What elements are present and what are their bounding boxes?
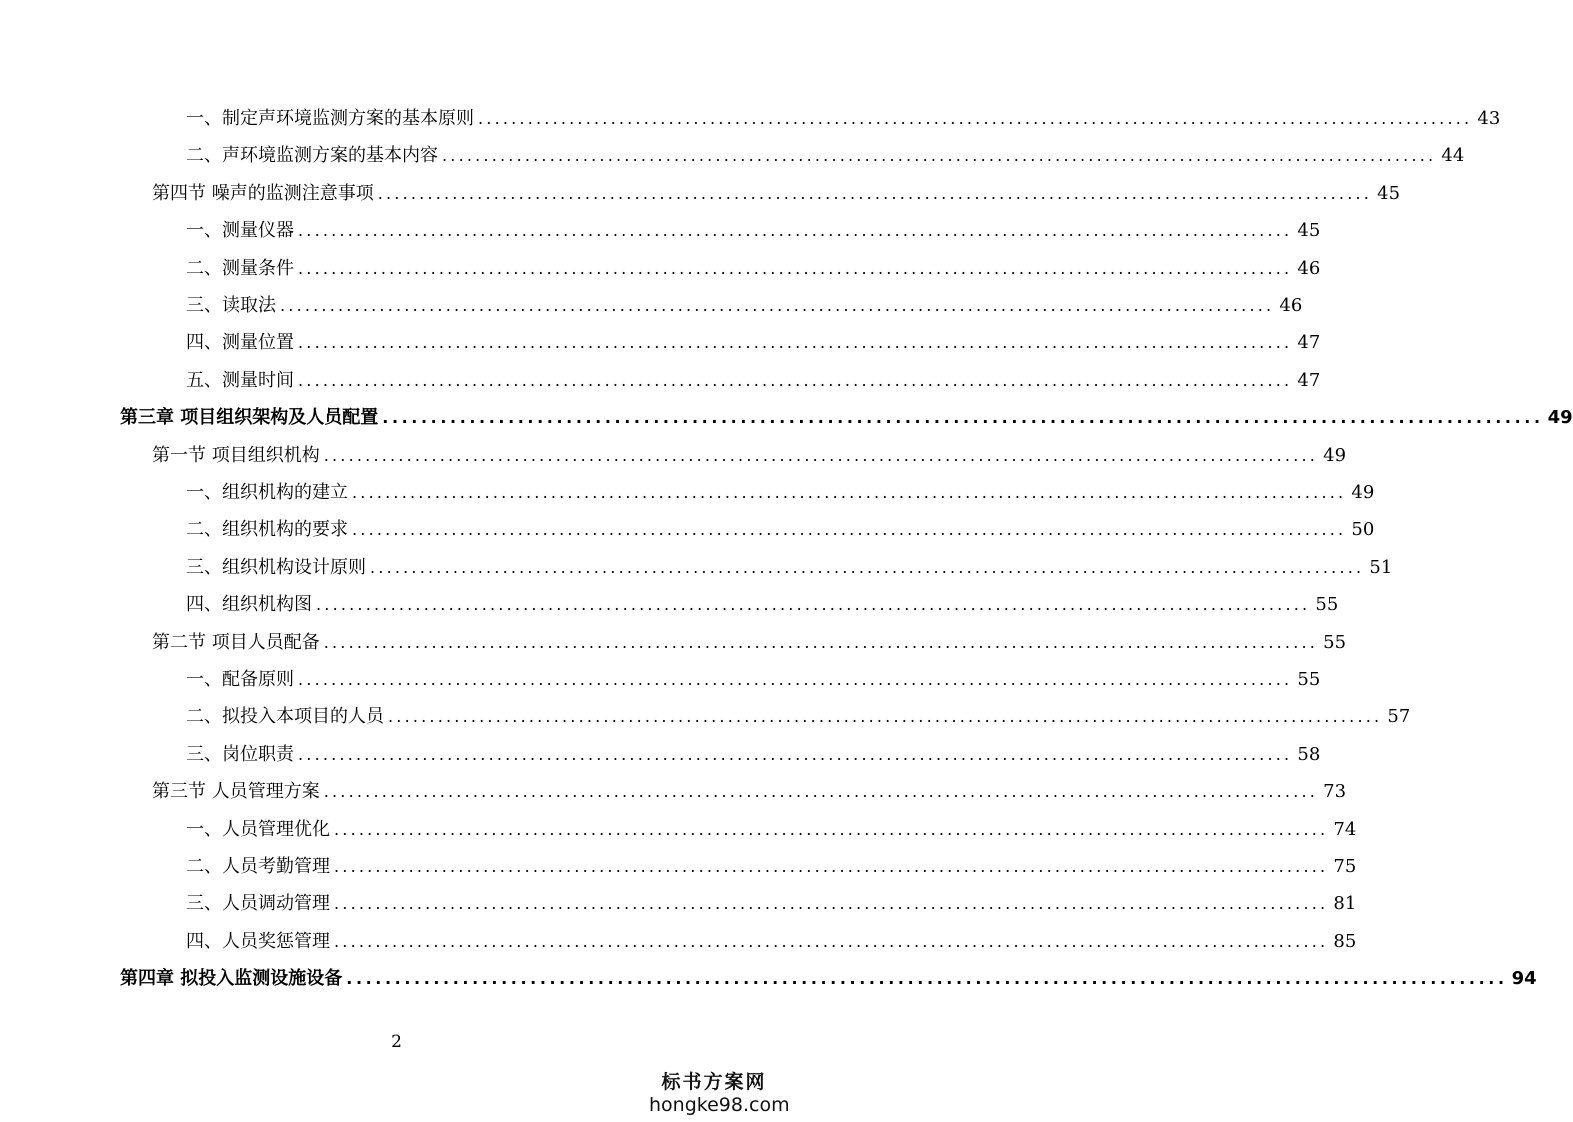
toc-entry-title: 四、人员奖惩管理 <box>186 930 330 952</box>
toc-dot-leader: ........................................................................................................................ <box>352 520 1347 540</box>
toc-entry <box>186 293 1303 319</box>
toc-entry-title: 第四章 拟投入监测设施设备 <box>120 968 343 990</box>
toc-entry-title: 第一节 项目组织机构 <box>152 444 320 466</box>
toc-entry <box>152 181 1401 207</box>
toc-entry-title: 三、人员调动管理 <box>186 893 330 915</box>
toc-entry-title: 二、组织机构的要求 <box>186 519 348 541</box>
toc-entry <box>186 854 1357 880</box>
toc-entry-page: 47 <box>1297 332 1321 354</box>
toc-dot-leader: ........................................................................................................................ <box>298 370 1293 390</box>
toc-entry-page: 47 <box>1297 369 1321 391</box>
toc-entry <box>186 106 1501 132</box>
toc-entry-page: 46 <box>1279 295 1303 316</box>
toc-entry-title: 四、测量位置 <box>186 332 294 354</box>
toc-entry <box>186 704 1411 730</box>
toc-entry-page: 55 <box>1297 669 1321 690</box>
toc-dot-leader: ........................................................................................................................ <box>478 109 1473 128</box>
toc-entry-page: 49 <box>1323 444 1347 466</box>
toc-entry-page: 50 <box>1351 519 1375 541</box>
toc-entry-page: 57 <box>1387 706 1411 728</box>
toc-entry-title: 第四节 噪声的监测注意事项 <box>152 182 374 204</box>
toc-entry <box>186 517 1375 543</box>
toc-dot-leader: ........................................................................................................................ <box>334 894 1329 914</box>
toc-entry-title: 一、制定声环境监测方案的基本原则 <box>186 108 474 129</box>
toc-entry-title: 第三章 项目组织架构及人员配置 <box>120 407 379 429</box>
toc-dot-leader: ........................................................................................................................ <box>316 595 1311 615</box>
toc-entry-page: 43 <box>1477 108 1501 129</box>
toc-entry-title: 五、测量时间 <box>186 369 294 391</box>
toc-entry-page: 49 <box>1351 482 1375 503</box>
toc-entry-page: 94 <box>1511 968 1537 990</box>
toc-entry <box>152 443 1347 469</box>
toc-dot-leader: ........................................................................................................................ <box>298 333 1293 353</box>
toc-dot-leader: ........................................................................................................................ <box>323 632 1319 652</box>
toc-dot-leader: ........................................................................................................................ <box>334 819 1329 839</box>
toc-dot-leader: ........................................................................................................................ <box>298 744 1293 764</box>
toc-entry-title: 二、声环境监测方案的基本内容 <box>186 145 438 167</box>
toc-entry-title: 四、组织机构图 <box>186 594 312 616</box>
toc-entry <box>186 368 1321 394</box>
toc-dot-leader: ........................................................................................................................ <box>334 931 1329 951</box>
toc-entry-page: 46 <box>1297 257 1321 279</box>
toc-dot-leader: ........................................................................................................................ <box>388 707 1383 727</box>
toc-entry-page: 55 <box>1323 631 1347 653</box>
toc-entry <box>152 630 1347 656</box>
toc-entry-title: 二、测量条件 <box>186 257 294 279</box>
toc-dot-leader: ........................................................................................................................ <box>298 258 1293 278</box>
toc-entry <box>186 218 1321 244</box>
toc-entry-title: 二、拟投入本项目的人员 <box>186 706 384 728</box>
toc-entry-title: 一、测量仪器 <box>186 220 294 242</box>
toc-entry-page: 73 <box>1323 781 1347 803</box>
toc-dot-leader: ........................................................................................................................ <box>334 857 1329 876</box>
toc-entry <box>186 555 1393 581</box>
toc-entry-page: 51 <box>1369 556 1393 578</box>
toc-dot-leader: ........................................................................................................................ <box>323 445 1319 465</box>
toc-entry <box>186 480 1375 506</box>
toc-dot-leader: ........................................................................................................................ <box>323 782 1319 802</box>
toc-entry <box>186 667 1321 693</box>
toc-entry-page: 45 <box>1377 182 1401 204</box>
toc-entry-title: 二、人员考勤管理 <box>186 856 330 877</box>
toc-dot-leader: ........................................................................................................................ <box>377 183 1373 203</box>
toc-dot-leader: ........................................................................................................................ <box>370 557 1365 577</box>
toc-entry-title: 三、岗位职责 <box>186 743 294 765</box>
toc-dot-leader: ........................................................................................................................ <box>298 670 1293 689</box>
toc-entry-title: 一、配备原则 <box>186 669 294 690</box>
toc-entry-page: 75 <box>1333 856 1357 877</box>
toc-entry <box>120 405 1573 431</box>
toc-entry-page: 49 <box>1547 407 1573 429</box>
toc-dot-leader: ........................................................................................................................ <box>346 969 1508 989</box>
toc-dot-leader: ........................................................................................................................ <box>442 146 1437 166</box>
toc-entry <box>186 817 1357 843</box>
toc-entry-page: 81 <box>1333 893 1357 915</box>
watermark-name: 标书方案网 <box>661 1071 767 1093</box>
toc-entry <box>120 966 1537 992</box>
toc-dot-leader: ........................................................................................................................ <box>352 483 1347 502</box>
toc-dot-leader: ........................................................................................................................ <box>280 296 1275 315</box>
toc-entry-page: 55 <box>1315 594 1339 616</box>
toc-entry <box>186 330 1321 356</box>
toc-entry-title: 三、组织机构设计原则 <box>186 556 366 578</box>
toc-entry-title: 一、人员管理优化 <box>186 818 330 840</box>
toc-entry <box>186 143 1465 169</box>
page-number: 2 <box>391 1032 402 1052</box>
toc-dot-leader: ........................................................................................................................ <box>298 221 1293 241</box>
toc-dot-leader: ........................................................................................................................ <box>382 408 1544 428</box>
toc-entry <box>186 742 1321 768</box>
toc-entry-title: 一、组织机构的建立 <box>186 482 348 503</box>
toc-entry-page: 58 <box>1297 743 1321 765</box>
toc-entry-title: 第二节 项目人员配备 <box>152 631 320 653</box>
toc-entry-title: 第三节 人员管理方案 <box>152 781 320 803</box>
watermark <box>649 1070 790 1116</box>
toc-entry <box>186 256 1321 282</box>
toc-entry-page: 45 <box>1297 220 1321 242</box>
toc-entry <box>186 929 1357 955</box>
toc-entry <box>152 779 1347 805</box>
toc-entry-page: 85 <box>1333 930 1357 952</box>
watermark-url: hongke98.com <box>649 1094 790 1116</box>
toc-entry <box>186 592 1339 618</box>
toc-entry-title: 三、读取法 <box>186 295 276 316</box>
toc-entry-page: 44 <box>1441 145 1465 167</box>
toc-entry-page: 74 <box>1333 818 1357 840</box>
toc-entry <box>186 891 1357 917</box>
